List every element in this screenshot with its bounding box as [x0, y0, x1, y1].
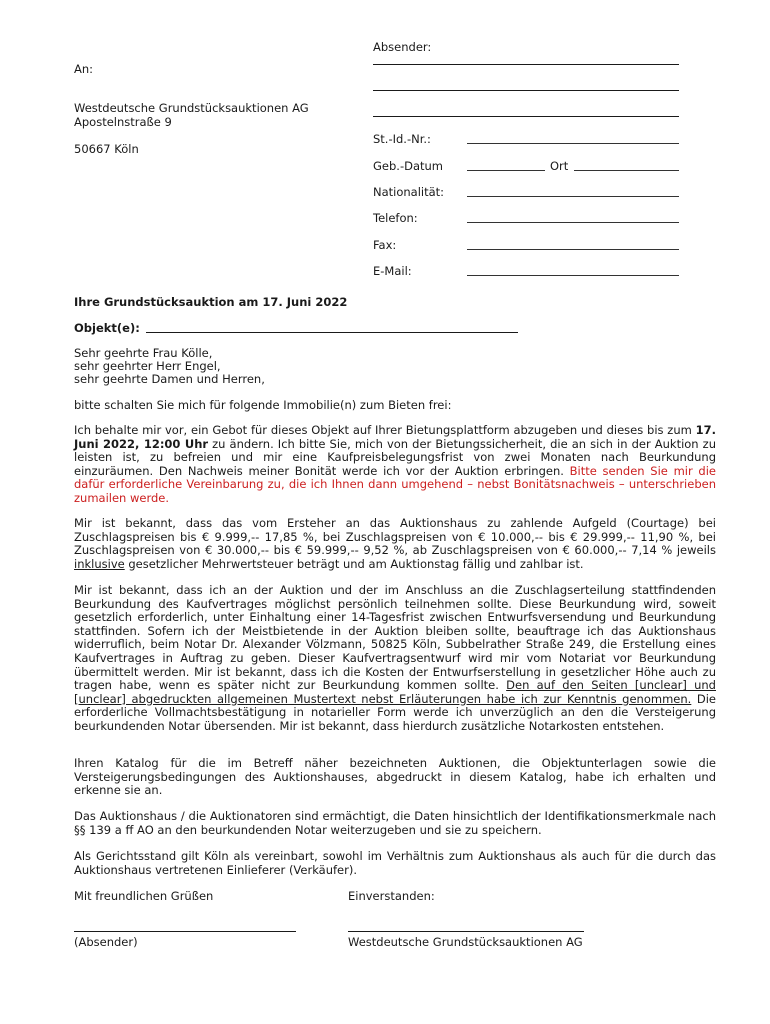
ort-field[interactable] — [574, 170, 679, 171]
objekt-field[interactable] — [146, 332, 518, 333]
objekt-label: Objekt(e): — [74, 321, 140, 335]
signature-company-label: Westdeutsche Grundstücksauktionen AG — [348, 935, 583, 949]
closing-agree: Einverstanden: — [348, 889, 435, 903]
signature-line-sender[interactable] — [74, 931, 296, 932]
recipient-company: Westdeutsche Grundstücksauktionen AG — [74, 101, 309, 115]
recipient-city: 50667 Köln — [74, 142, 139, 156]
geb-datum-label: Geb.-Datum — [373, 159, 443, 173]
sender-line-3[interactable] — [373, 116, 679, 117]
paragraph-beurkundung: Mir ist bekannt, dass ich an der Auktion und der im Anschluss an die Zuschlagserteilung stattfindenden Beurkundung des Kaufvertrages möglichst persönlich teilnehmen sollte. Diese Beurkundung wird, soweit gesetzlich erforderlich, unter Einhaltung einer 14-Tagesfrist zwischen Entwurfsversendung und Beurkundung stattfinden. Sofern ich der Meistbietende in der Auktion bleiben sollte, beauftrage ich das Auktionshaus widerruflich, beim Notar Dr. Alexander Völzmann, 50825 Köln, Subbelrather Straße 249, die Erstellung eines Kaufvertrages in Auftrag zu geben. Dieser Kaufvertragsentwurf wird mir vom Notariat vor Beurkundung übermittelt werden. Mir ist bekannt, dass ich die Kosten der Entwurfserstellung in gesetzlicher Höhe auch zu tragen habe, wenn es später nicht zur Beurkundung kommen sollte. Den auf den Seiten [unclear] und [unclear] abgedruckten allgemeinen Mustertext nebst Erläuterungen habe ich zur Kenntnis genommen. Die erforderliche Vollmachtsbestätigung in notarieller Form werde ich unverzüglich an den die Versteigerung beurkundenden Notar übersenden. Mir ist bekannt, dass hierdurch zusätzliche Notarkosten entstehen. — [74, 583, 717, 733]
geb-datum-field[interactable] — [467, 170, 545, 171]
salutation-line-3: sehr geehrte Damen und Herren, — [74, 372, 265, 386]
paragraph-courtage: Mir ist bekannt, dass das vom Ersteher an das Auktionshaus zu zahlende Aufgeld (Courtage) bei Zuschlagspreisen bis € 9.999,-- 17,85 %, bei Zuschlagspreisen von € 10.000,-- bis € 29.999,-- 11,90 %, bei Zuschlagspreisen von € 30.000,-- bis € 59.999,-- 9,52 %, ab Zuschlagspreisen von € 60.000,-- 7,14 % jeweils inklusive gesetzlicher Mehrwertsteuer beträgt und am Auktionstag fällig und zahlbar ist. — [74, 516, 716, 571]
salutation-line-2: sehr geehrter Herr Engel, — [74, 359, 221, 373]
email-field[interactable] — [467, 275, 679, 276]
st-id-label: St.-Id.-Nr.: — [373, 132, 431, 146]
signature-sender-label: (Absender) — [74, 935, 138, 949]
signature-line-company[interactable] — [348, 931, 584, 932]
nationalitaet-label: Nationalität: — [373, 185, 445, 199]
nationalitaet-field[interactable] — [467, 196, 679, 197]
recipient-street: Apostelnstraße 9 — [74, 115, 172, 129]
ort-label: Ort — [550, 159, 569, 173]
paragraph-bidding: Ich behalte mir vor, ein Gebot für dieses Objekt auf Ihrer Bietungsplattform abzugeben und dieses bis zum 17. Juni 2022, 12:00 Uhr zu ändern. Ich bitte Sie, mich von der Bietungssicherheit, die an sich in der Auktion zu leisten ist, zu befreien und mir eine Kaufpreisbelegungsfrist von zwei Monaten nach Beurkundung einzuräumen. Den Nachweis meiner Bonität werde ich vor der Auktion erbringen. Bitte senden Sie mir die dafür erforderliche Vereinbarung zu, die ich Ihnen dann umgehend – nebst Bonitätsnachweis – unterschrieben zumailen werde. — [74, 423, 717, 505]
paragraph-gerichtsstand: Als Gerichtsstand gilt Köln als vereinbart, sowohl im Verhältnis zum Auktionshaus als auch für die durch das Auktionshaus vertretenen Einlieferer (Verkäufer). — [74, 849, 716, 877]
sender-label: Absender: — [373, 40, 432, 54]
recipient-to-label: An: — [74, 62, 94, 76]
red-notice: Bitte senden Sie mir die dafür erforderliche Vereinbarung zu, die ich Ihnen dann umgehend – nebst Bonitätsnachweis – unterschrieben zumailen werde. — [74, 463, 717, 505]
intro-text: bitte schalten Sie mich für folgende Immobilie(n) zum Bieten frei: — [74, 398, 452, 412]
auction-subject: Ihre Grundstücksauktion am 17. Juni 2022 — [74, 295, 348, 309]
fax-label: Fax: — [373, 238, 397, 252]
email-label: E-Mail: — [373, 264, 412, 278]
st-id-field[interactable] — [467, 143, 679, 144]
sender-line-1[interactable] — [373, 64, 679, 65]
salutation-line-1: Sehr geehrte Frau Kölle, — [74, 346, 213, 360]
closing-greeting: Mit freundlichen Grüßen — [74, 889, 214, 903]
fax-field[interactable] — [467, 249, 679, 250]
paragraph-daten: Das Auktionshaus / die Auktionatoren sind ermächtigt, die Daten hinsichtlich der Identifikationsmerkmale nach §§ 139 a ff AO an den beurkundenden Notar weiterzugeben und sie zu speichern. — [74, 809, 716, 837]
telefon-label: Telefon: — [373, 211, 418, 225]
sender-line-2[interactable] — [373, 90, 679, 91]
telefon-field[interactable] — [467, 222, 679, 223]
paragraph-katalog: Ihren Katalog für die im Betreff näher bezeichneten Auktionen, die Objektunterlagen sowie die Versteigerungsbedingungen des Auktionshauses, abgedruckt in diesem Katalog, habe ich erhalten und erkenne sie an. — [74, 756, 716, 798]
